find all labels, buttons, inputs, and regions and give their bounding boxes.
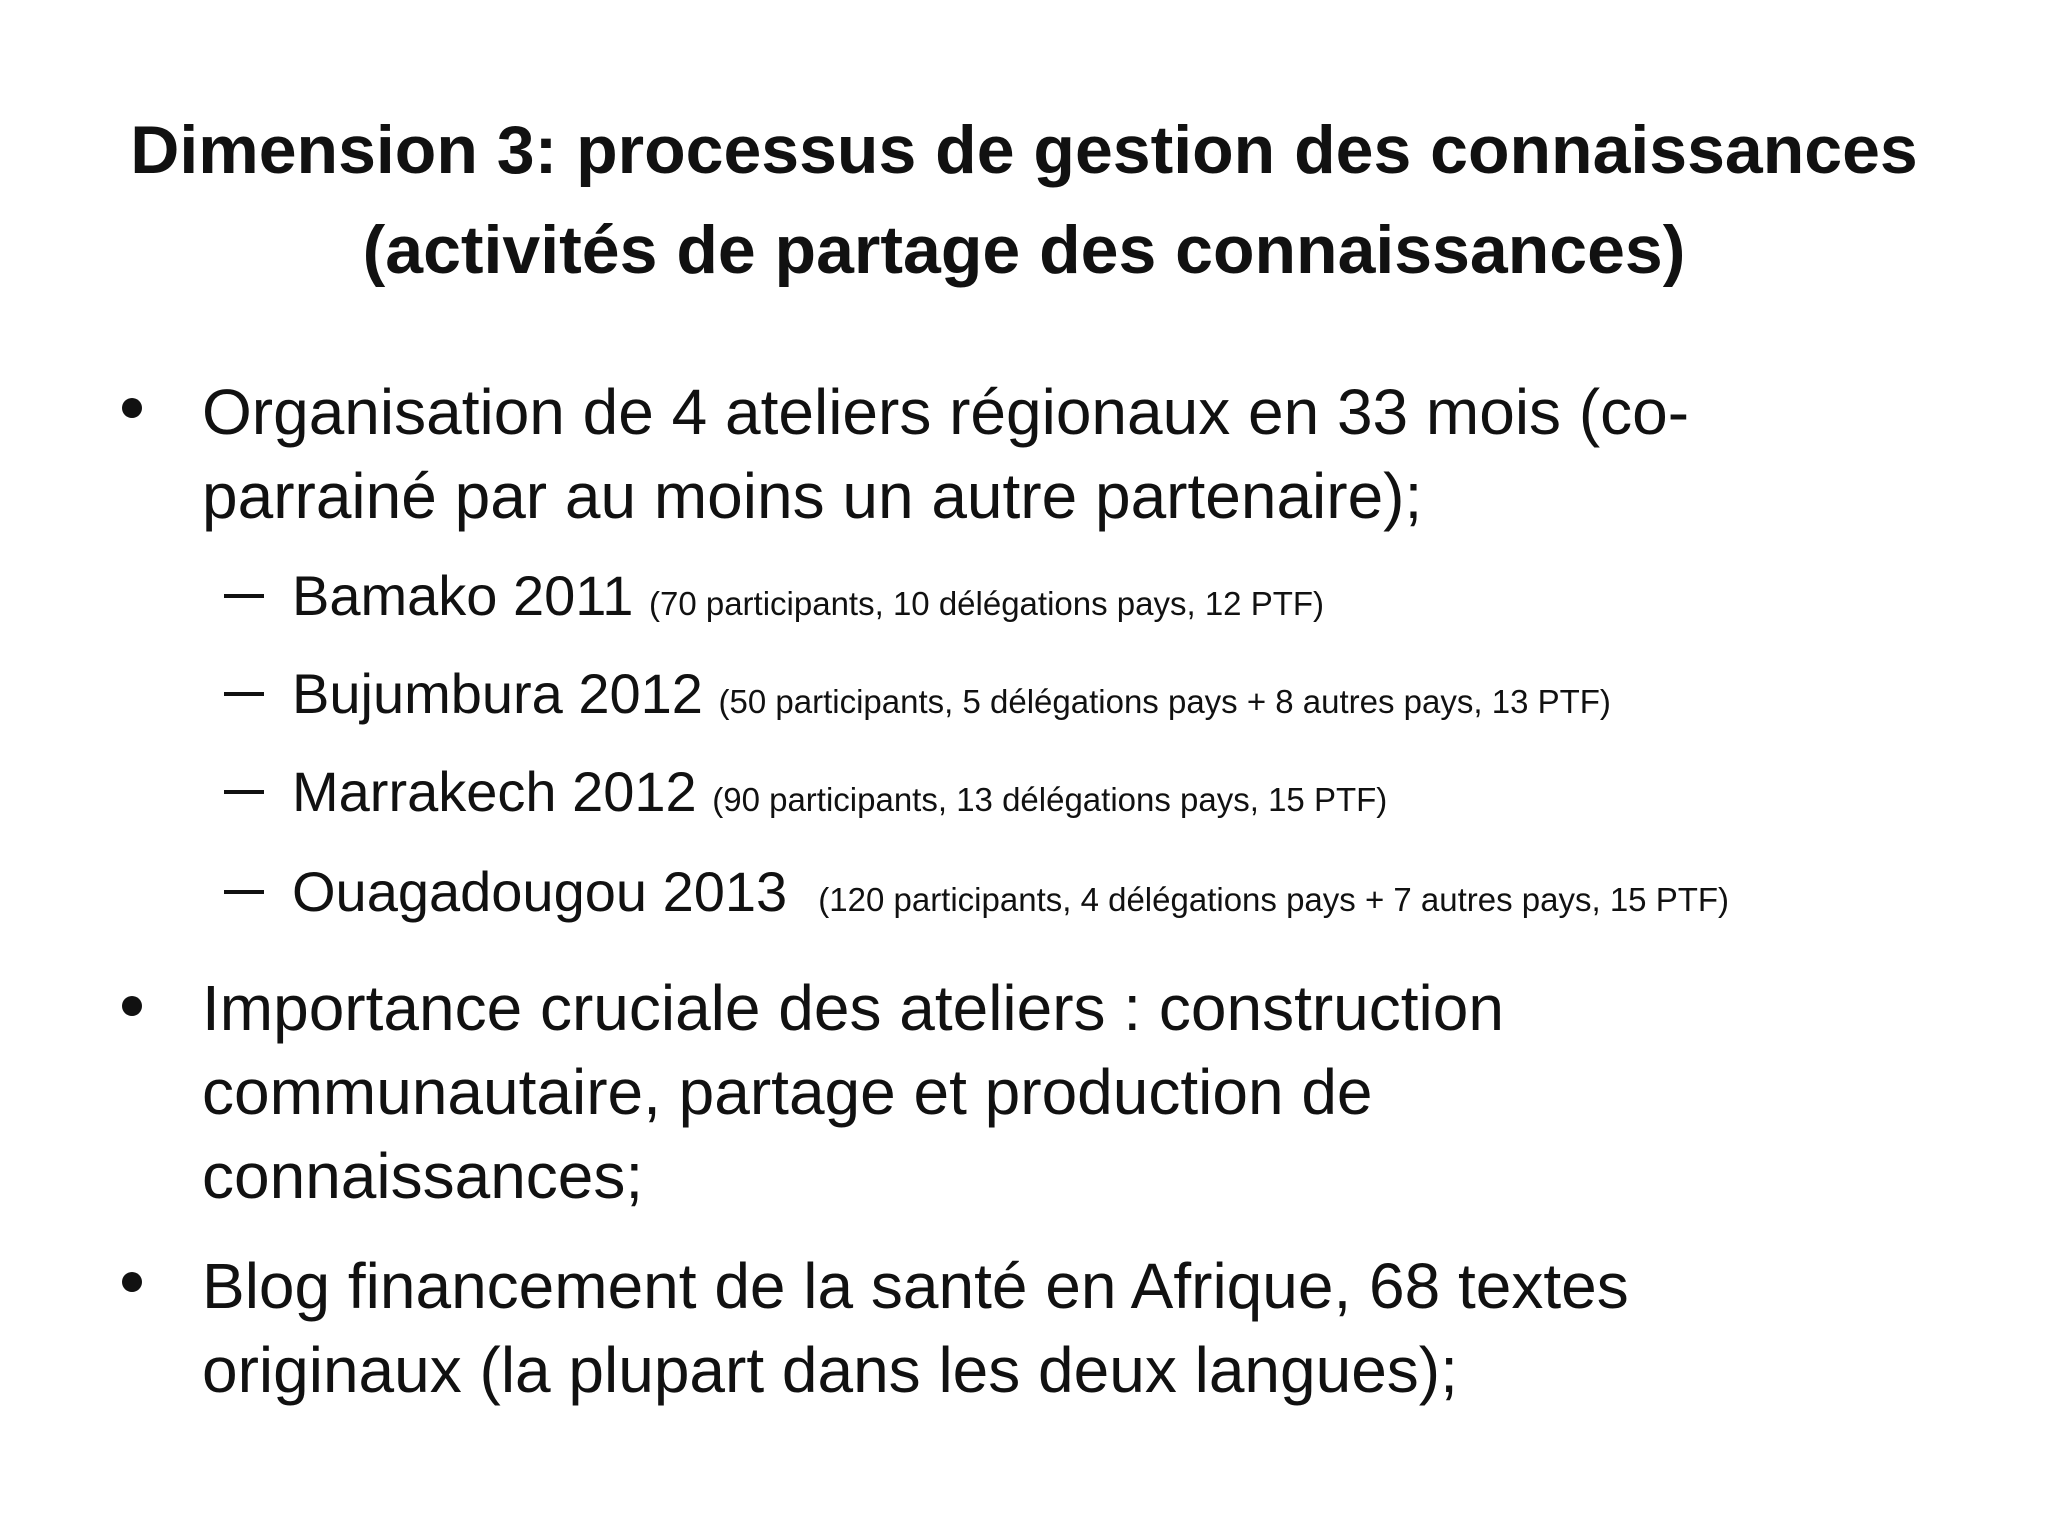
workshop-city: Bamako 2011 [292, 564, 634, 627]
workshop-details: (50 participants, 5 délégations pays + 8 autres pays, 13 PTF) [718, 683, 1611, 720]
bullet-item [202, 370, 1942, 538]
workshop-city: Ouagadougou 2013 [292, 860, 803, 923]
bullet-item [202, 966, 1942, 1218]
dash-icon [224, 890, 264, 894]
title-line: Dimension 3: processus de gestion des connaissances [130, 112, 1918, 188]
bullet-line: Importance cruciale des ateliers : construction [202, 972, 1504, 1044]
bullet-line: originaux (la plupart dans les deux langues); [202, 1334, 1458, 1406]
bullet-icon [122, 398, 142, 418]
workshop-line [292, 752, 1387, 840]
workshop-details: (120 participants, 4 délégations pays + 7 autres pays, 15 PTF) [818, 881, 1730, 918]
bullet-icon [122, 996, 142, 1016]
workshop-details: (70 participants, 10 délégations pays, 12 PTF) [648, 585, 1325, 622]
bullet-line: Blog financement de la santé en Afrique, 68 textes [202, 1250, 1629, 1322]
workshop-line [292, 852, 1729, 940]
workshop-details: (90 participants, 13 délégations pays, 15 PTF) [712, 781, 1388, 818]
dash-icon [224, 790, 264, 794]
dash-icon [224, 692, 264, 696]
bullet-line: connaissances; [202, 1140, 644, 1212]
workshop-city: Marrakech 2012 [292, 760, 697, 823]
bullet-line: parrainé par au moins un autre partenaire); [202, 460, 1423, 532]
title-line: (activités de partage des connaissances) [362, 212, 1686, 288]
workshop-line [292, 556, 1324, 644]
bullet-icon [122, 1272, 142, 1292]
bullet-item [202, 1244, 1942, 1412]
bullet-line: Organisation de 4 ateliers régionaux en 33 mois (co- [202, 376, 1690, 448]
workshop-line [292, 654, 1611, 742]
workshop-city: Bujumbura 2012 [292, 662, 703, 725]
dash-icon [224, 594, 264, 598]
bullet-line: communautaire, partage et production de [202, 1056, 1373, 1128]
